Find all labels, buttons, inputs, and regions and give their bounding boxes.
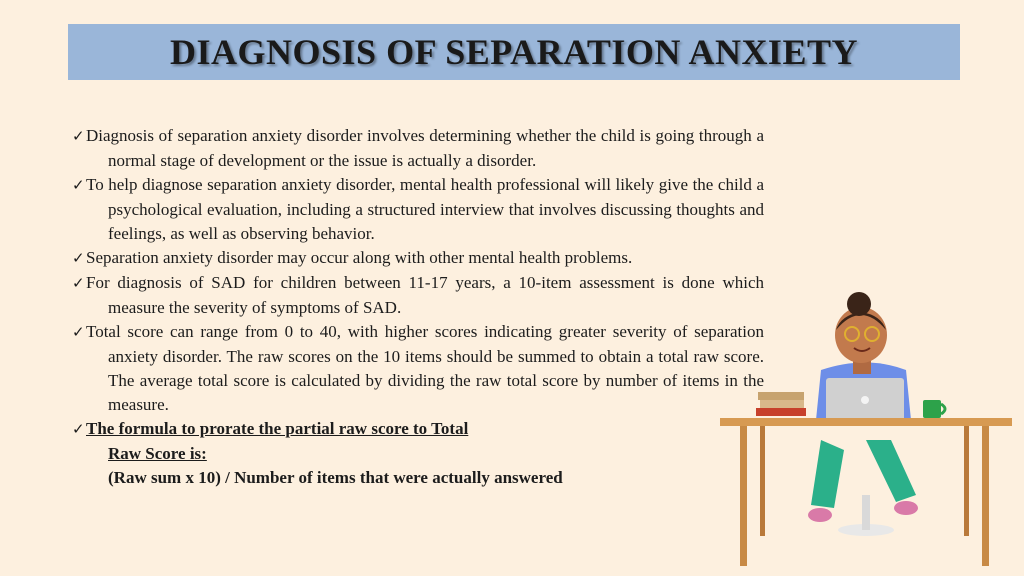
laptop-icon <box>826 378 904 422</box>
bullet-item <box>58 320 764 417</box>
bullet-text: Separation anxiety disorder may occur along with other mental health problems. <box>86 248 633 267</box>
bullet-item <box>58 173 764 246</box>
bullet-item <box>58 271 764 320</box>
formula-heading: The formula to prorate the partial raw score to Total <box>86 419 469 438</box>
mug-icon <box>923 400 945 418</box>
check-icon: ✓ <box>72 325 85 341</box>
bullet-text: For diagnosis of SAD for children between 11-17 years, a 10-item assessment is done which measure the severity of symptoms of SAD. <box>86 273 764 317</box>
check-icon: ✓ <box>72 178 85 194</box>
bullet-list <box>58 124 764 490</box>
bullet-text: Total score can range from 0 to 40, with higher scores indicating greater severity of separation anxiety disorder. The raw scores on the 10 items should be summed to obtain a total raw score. The average total score is calculated by dividing the raw total score by number of items in the measure. <box>86 322 764 414</box>
desk <box>720 418 1012 566</box>
person-at-desk-illustration <box>716 290 1016 570</box>
bullet-text: Diagnosis of separation anxiety disorder involves determining whether the child is going through a normal stage of development or the issue is actually a disorder. <box>86 126 764 170</box>
bullet-item <box>58 246 764 271</box>
formula-subheading: Raw Score is: <box>108 444 207 463</box>
chair <box>838 495 894 536</box>
bullet-text: To help diagnose separation anxiety disorder, mental health professional will likely give the child a psychological evaluation, including a structured interview that involves discussing thoughts and feelings, as well as observing behavior. <box>86 175 764 243</box>
check-icon: ✓ <box>72 276 85 292</box>
check-icon: ✓ <box>72 251 85 267</box>
books <box>756 392 806 416</box>
check-icon: ✓ <box>72 129 85 145</box>
head <box>835 292 887 374</box>
bullet-item <box>58 124 764 173</box>
check-icon: ✓ <box>72 422 85 438</box>
formula-expression: (Raw sum x 10) / Number of items that were actually answered <box>108 468 563 487</box>
title-bar <box>68 24 960 80</box>
formula-bullet <box>58 417 764 442</box>
slide-title: DIAGNOSIS OF SEPARATION ANXIETY <box>170 32 858 72</box>
